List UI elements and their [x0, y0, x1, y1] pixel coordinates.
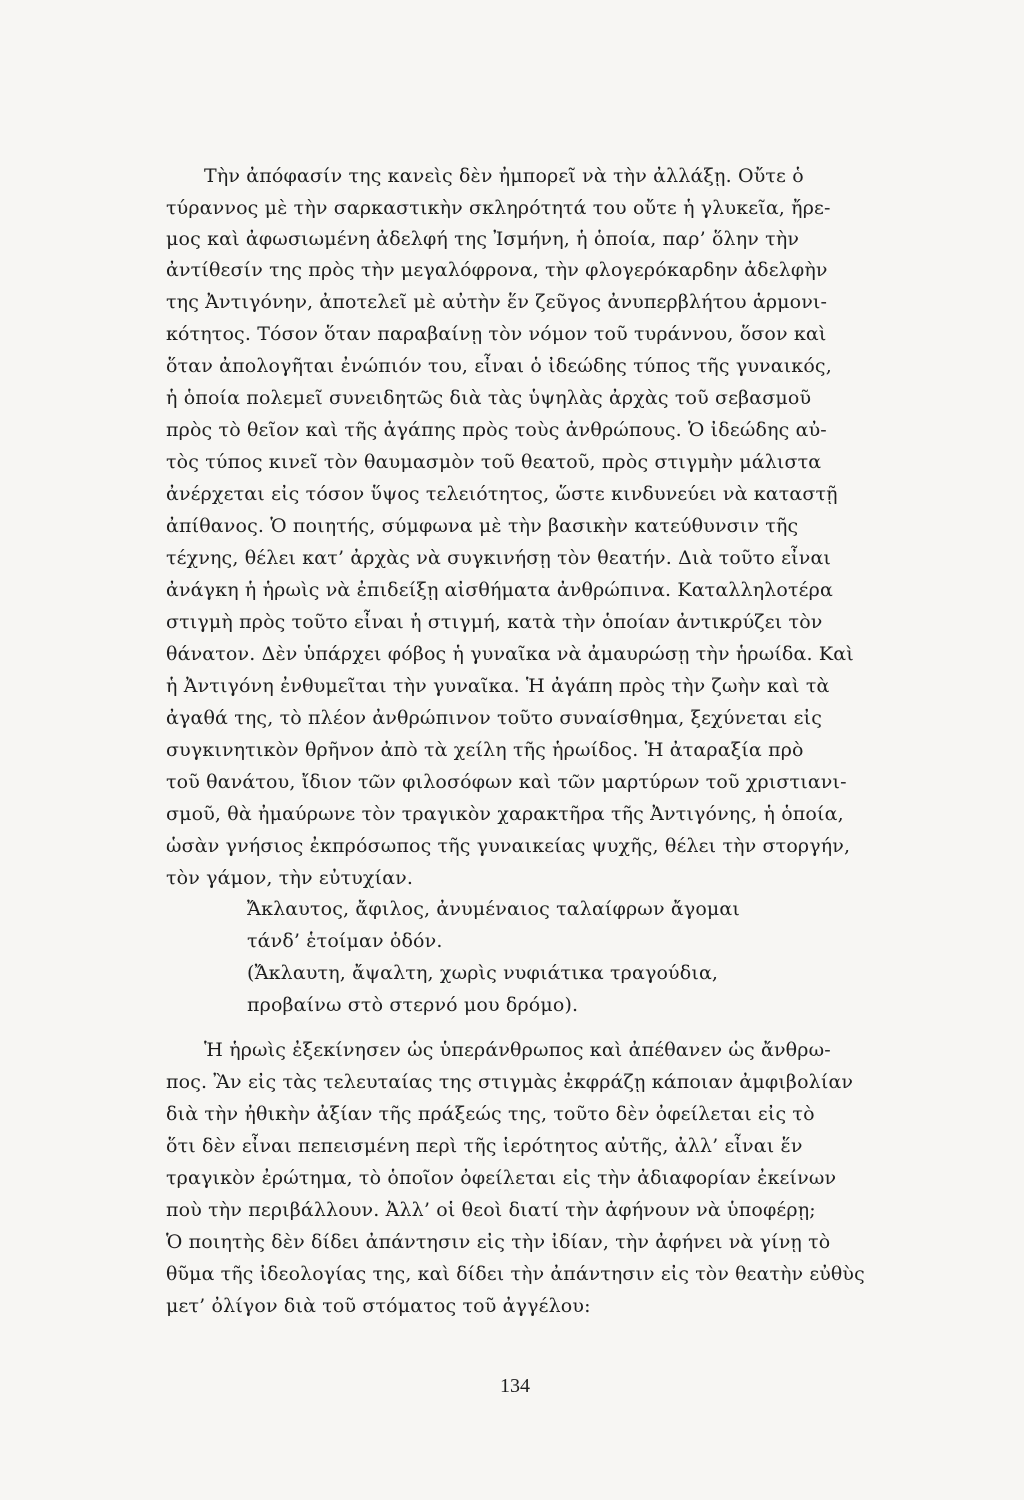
- text-line: ἡ Ἀντιγόνη ἐνθυμεῖται τὴν γυναῖκα. Ἡ ἀγάπη πρὸς τὴν ζωὴν καὶ τὰ: [166, 675, 830, 697]
- text-line: διὰ τὴν ἠθικὴν ἀξίαν τῆς πράξεώς της, τοῦτο δὲν ὀφείλεται εἰς τὸ: [166, 1103, 815, 1125]
- text-line: ὅταν ἀπολογῆται ἐνώπιόν του, εἶναι ὁ ἰδεώδης τύπος τῆς γυναικός,: [166, 355, 832, 377]
- text-line: ποὺ τὴν περιβάλλουν. Ἀλλ’ οἱ θεοὶ διατί τὴν ἀφήνουν νὰ ὑποφέρῃ;: [166, 1199, 816, 1221]
- text-line: ὡσὰν γνήσιος ἐκπρόσωπος τῆς γυναικείας ψυχῆς, θέλει τὴν στοργήν,: [166, 835, 851, 857]
- text-line: πρὸς τὸ θεῖον καὶ τῆς ἀγάπης πρὸς τοὺς ἀνθρώπους. Ὁ ἰδεώδης αὐ-: [166, 419, 827, 441]
- text-line: τύραννος μὲ τὴν σαρκαστικὴν σκληρότητά του οὔτε ἡ γλυκεῖα, ἤρε-: [166, 197, 831, 219]
- text-line: ἀπίθανος. Ὁ ποιητής, σύμφωνα μὲ τὴν βασικὴν κατεύθυνσιν τῆς: [166, 515, 799, 537]
- text-line: Ὁ ποιητὴς δὲν δίδει ἀπάντησιν εἰς τὴν ἰδίαν, τὴν ἀφήνει νὰ γίνῃ τὸ: [166, 1231, 831, 1253]
- text-line: τραγικὸν ἐρώτημα, τὸ ὁποῖον ὀφείλεται εἰς τὴν ἀδιαφορίαν ἐκείνων: [166, 1167, 837, 1189]
- text-line: σμοῦ, θὰ ἠμαύρωνε τὸν τραγικὸν χαρακτῆρα τῆς Ἀντιγόνης, ἡ ὁποία,: [166, 803, 844, 825]
- text-line: θάνατον. Δὲν ὑπάρχει φόβος ἡ γυναῖκα νὰ ἀμαυρώσῃ τὴν ἡρωίδα. Καὶ: [166, 643, 854, 665]
- text-line: θῦμα τῆς ἰδεολογίας της, καὶ δίδει τὴν ἀπάντησιν εἰς τὸν θεατὴν εὐθὺς: [166, 1263, 865, 1285]
- text-line: μος καὶ ἀφωσιωμένη ἀδελφή της Ἰσμήνη, ἡ ὁποία, παρ’ ὅλην τὴν: [166, 228, 800, 250]
- text-line: ὅτι δὲν εἶναι πεπεισμένη περὶ τῆς ἱερότητος αὐτῆς, ἀλλ’ εἶναι ἕν: [166, 1135, 803, 1157]
- text-line: μετ’ ὀλίγον διὰ τοῦ στόματος τοῦ ἀγγέλου:: [166, 1295, 591, 1317]
- text-line: της Ἀντιγόνην, ἀποτελεῖ μὲ αὐτὴν ἕν ζεῦγος ἀνυπερβλήτου ἁρμονι-: [166, 291, 828, 313]
- text-line: τοῦ θανάτου, ἴδιον τῶν φιλοσόφων καὶ τῶν μαρτύρων τοῦ χριστιανι-: [166, 771, 847, 793]
- text-line: Τὴν ἀπόφασίν της κανεὶς δὲν ἠμπορεῖ νὰ τὴν ἀλλάξῃ. Οὔτε ὁ: [204, 165, 804, 187]
- verse-line: (Ἄκλαυτη, ἄψαλτη, χωρὶς νυφιάτικα τραγούδια,: [247, 962, 719, 984]
- text-line: συγκινητικὸν θρῆνον ἀπὸ τὰ χείλη τῆς ἡρωίδος. Ἡ ἀταραξία πρὸ: [166, 739, 804, 761]
- verse-line: Ἄκλαυτος, ἄφιλος, ἀνυμέναιος ταλαίφρων ἄγομαι: [247, 898, 740, 920]
- text-line: ἀντίθεσίν της πρὸς τὴν μεγαλόφρονα, τὴν φλογερόκαρδην ἀδελφὴν: [166, 259, 828, 281]
- text-line: ἡ ὁποία πολεμεῖ συνειδητῶς διὰ τὰς ὑψηλὰς ἀρχὰς τοῦ σεβασμοῦ: [166, 387, 812, 409]
- text-line: ἀνάγκη ἡ ἡρωὶς νὰ ἐπιδείξῃ αἰσθήματα ἀνθρώπινα. Καταλληλοτέρα: [166, 579, 833, 601]
- text-line: κότητος. Τόσον ὅταν παραβαίνῃ τὸν νόμον τοῦ τυράννου, ὅσον καὶ: [166, 323, 827, 345]
- text-line: τὸν γάμον, τὴν εὐτυχίαν.: [166, 867, 414, 889]
- verse-line: τάνδ’ ἑτοίμαν ὁδόν.: [247, 930, 443, 952]
- text-line: πος. Ἂν εἰς τὰς τελευταίας της στιγμὰς ἐκφράζῃ κάποιαν ἀμφιβολίαν: [166, 1071, 854, 1093]
- page-number: 134: [500, 1375, 530, 1397]
- text-line: Ἡ ἡρωὶς ἐξεκίνησεν ὡς ὑπεράνθρωπος καὶ ἀπέθανεν ὡς ἄνθρω-: [204, 1039, 831, 1061]
- text-line: ἀγαθά της, τὸ πλέον ἀνθρώπινον τοῦτο συναίσθημα, ξεχύνεται εἰς: [166, 707, 823, 729]
- text-line: τὸς τύπος κινεῖ τὸν θαυμασμὸν τοῦ θεατοῦ, πρὸς στιγμὴν μάλιστα: [166, 451, 822, 473]
- verse-line: προβαίνω στὸ στερνό μου δρόμο).: [247, 994, 579, 1016]
- text-line: ἀνέρχεται εἰς τόσον ὕψος τελειότητος, ὥστε κινδυνεύει νὰ καταστῇ: [166, 483, 838, 505]
- text-line: τέχνης, θέλει κατ’ ἀρχὰς νὰ συγκινήσῃ τὸν θεατήν. Διὰ τοῦτο εἶναι: [166, 547, 832, 569]
- text-line: στιγμὴ πρὸς τοῦτο εἶναι ἡ στιγμή, κατὰ τὴν ὁποίαν ἀντικρύζει τὸν: [166, 611, 823, 633]
